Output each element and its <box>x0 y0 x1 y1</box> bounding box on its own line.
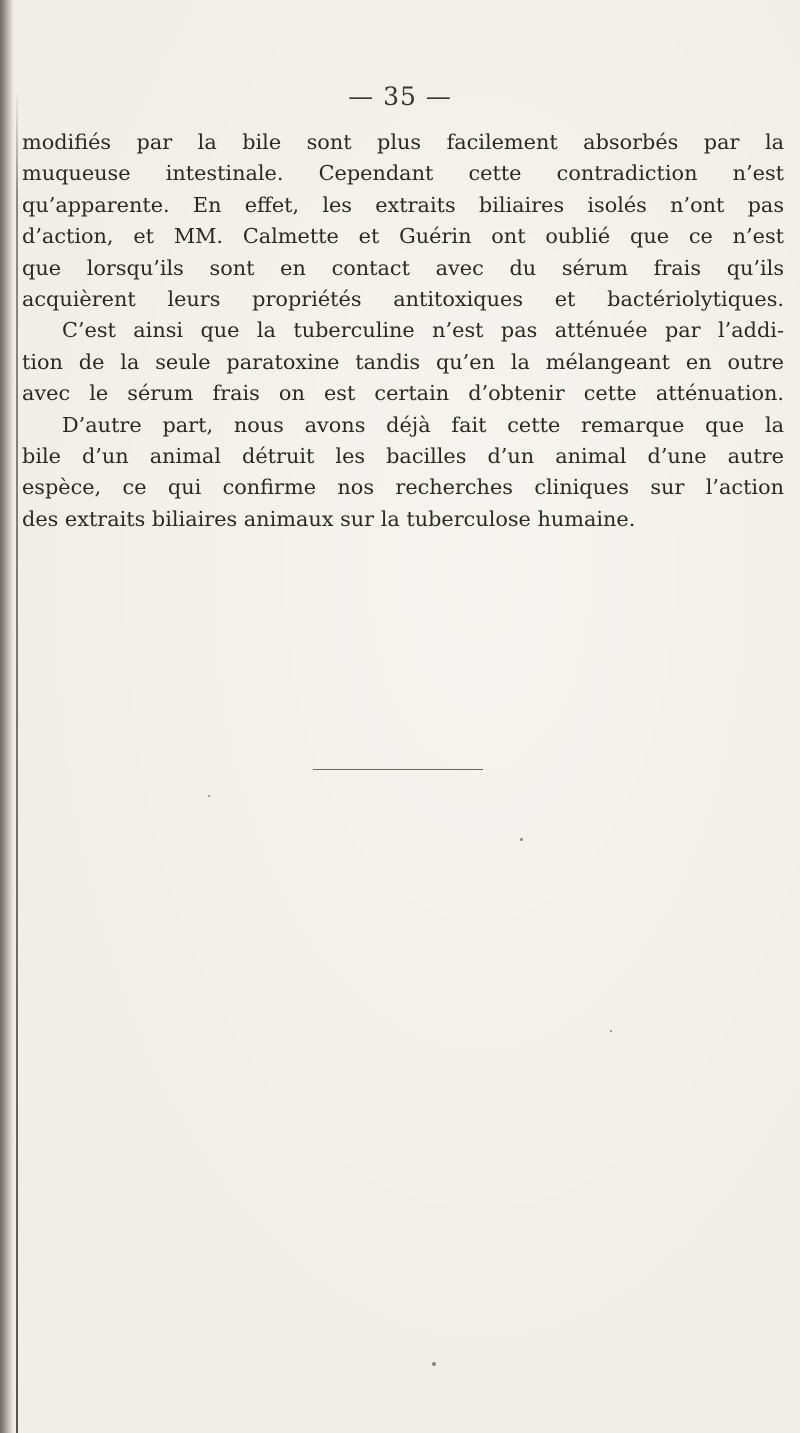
paper-speck <box>432 1362 436 1366</box>
text-line: D’autre part, nous avons déjà fait cette remarque que la <box>62 412 784 437</box>
text-line: C’est ainsi que la tuberculine n’est pas atténuée par l’addi- <box>62 318 784 343</box>
text-line: bile d’un animal détruit les bacilles d’un animal d’une autre <box>22 443 784 468</box>
text-line: tion de la seule paratoxine tandis qu’en la mélangeant en outre <box>22 349 784 374</box>
text-line: avec le sérum frais on est certain d’obtenir cette atténuation. <box>22 381 784 406</box>
section-divider <box>313 769 483 770</box>
text-line: qu’apparente. En effet, les extraits biliaires isolés n’ont pas <box>22 192 784 217</box>
body-text <box>22 127 784 535</box>
paper-speck <box>610 1030 612 1032</box>
page-binding-edge <box>0 0 14 1433</box>
text-line: que lorsqu’ils sont en contact avec du sérum frais qu’ils <box>22 255 784 280</box>
paper-speck <box>208 795 210 797</box>
binding-shadow-line <box>16 90 18 1433</box>
page-number: — 35 — <box>348 82 452 111</box>
text-line: d’action, et MM. Calmette et Guérin ont oublié que ce n’est <box>22 224 784 249</box>
text-line: muqueuse intestinale. Cependant cette contradiction n’est <box>22 161 784 186</box>
text-line: des extraits biliaires animaux sur la tuberculose humaine. <box>22 506 636 531</box>
paper-speck <box>520 838 523 841</box>
text-line: espèce, ce qui confirme nos recherches cliniques sur l’action <box>22 475 784 500</box>
text-line: modifiés par la bile sont plus facilement absorbés par la <box>22 130 784 154</box>
text-line: acquièrent leurs propriétés antitoxiques et bactériolytiques. <box>22 286 784 311</box>
